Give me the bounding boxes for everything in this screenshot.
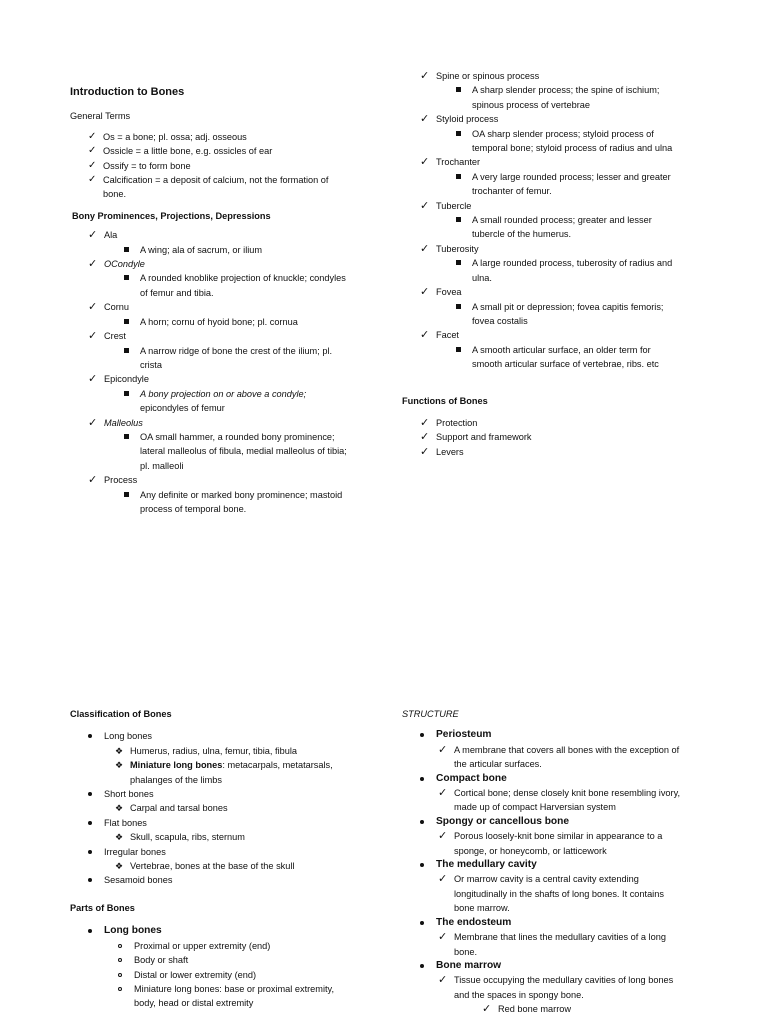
square-bullet-icon [456, 87, 461, 92]
check-icon: ✓ [88, 416, 98, 429]
list-item: ✓ Protection [420, 416, 478, 429]
check-icon: ✓ [438, 931, 448, 944]
structure-item: Periosteum ✓ A membrane that covers all bones with the exception of the articular surfaces. [420, 728, 722, 771]
check-icon: ✓ [420, 199, 430, 212]
prominences-heading: Bony Prominences, Projections, Depressions [72, 210, 271, 221]
list-item: Sesamoid bones [88, 873, 380, 887]
left-top-column [70, 85, 370, 516]
prominence-item: ✓ Malleolus OA small hammer, a rounded bony prominence; lateral malleolus of fibula, medial malleolus of tibia; pl. malleoli [88, 416, 347, 471]
prominence-item: ✓ Fovea A small pit or depression; fovea capitis femoris; fovea costalis [420, 286, 664, 326]
square-bullet-icon [124, 434, 129, 439]
square-bullet-icon [124, 247, 129, 252]
check-icon: ✓ [88, 130, 97, 142]
square-bullet-icon [456, 260, 461, 265]
list-item: Flat bones [88, 816, 380, 830]
check-icon: ✓ [438, 830, 448, 843]
right-top-column [402, 69, 720, 459]
list-item: Proximal or upper extremity (end) [88, 939, 380, 953]
prominence-item: ✓ Trochanter A very large rounded process; lesser and greater trochanter of femur. [420, 156, 671, 197]
list-item: ❖ Miniature long bones: metacarpals, metatarsals, [88, 758, 380, 772]
structure-item: Compact bone ✓ Cortical bone; dense closely knit bone resembling ivory, made up of compact Harversian system [420, 772, 722, 815]
check-icon: ✓ [420, 286, 430, 299]
circle-bullet-icon [118, 944, 122, 948]
bullet-icon [88, 821, 92, 825]
bullet-icon [88, 734, 92, 738]
check-icon: ✓ [88, 174, 97, 186]
prominence-item: ✓ Tubercle A small rounded process; greater and lesser tubercle of the humerus. [420, 199, 652, 240]
check-icon: ✓ [420, 113, 430, 126]
prominence-item: ✓ Epicondyle A bony projection on or above a condyle; epicondyles of femur [88, 373, 307, 414]
check-icon: ✓ [438, 787, 448, 800]
check-icon: ✓ [88, 159, 97, 171]
structure-heading: STRUCTURE [402, 709, 459, 719]
list-item: Short bones [88, 787, 380, 801]
structure-item: Bone marrow ✓ Tissue occupying the medullary cavities of long bones and the spaces in spongy bone. ✓ Red bone marrow [420, 959, 722, 1017]
diamond-bullet-icon: ❖ [115, 803, 124, 814]
parts-heading: Parts of Bones [70, 902, 135, 913]
prominence-item: ✓ Crest A narrow ridge of bone the crest of the ilium; pl. crista [88, 330, 333, 370]
list-item: Miniature long bones: base or proximal extremity, [88, 982, 380, 996]
check-icon: ✓ [420, 329, 430, 342]
check-icon: ✓ [420, 431, 430, 444]
circle-bullet-icon [118, 987, 122, 991]
bullet-icon [420, 777, 424, 781]
prominence-item: ✓ OCondyle A rounded knoblike projection of knuckle; condyles of femur and tibia. [88, 258, 346, 298]
list-item: Irregular bones [88, 845, 380, 859]
square-bullet-icon [456, 217, 461, 222]
diamond-bullet-icon: ❖ [115, 861, 124, 872]
bullet-icon [420, 733, 424, 737]
classification-heading: Classification of Bones [70, 709, 172, 719]
functions-heading: Functions of Bones [402, 395, 488, 406]
list-item: ✓ Os = a bone; pl. ossa; adj. osseous [88, 130, 370, 144]
structure-item: Spongy or cancellous bone ✓ Porous loosely-knit bone similar in appearance to a sponge, or honeycomb, or latticework [420, 815, 722, 858]
list-item: ❖ Vertebrae, bones at the base of the skull [88, 859, 380, 873]
check-icon: ✓ [482, 1003, 492, 1016]
bullet-icon [88, 850, 92, 854]
bullet-icon [420, 921, 424, 925]
square-bullet-icon [124, 391, 129, 396]
list-item-continuation: body, head or distal extremity [134, 998, 254, 1009]
square-bullet-icon [456, 174, 461, 179]
check-icon: ✓ [88, 373, 98, 386]
check-icon: ✓ [420, 416, 430, 429]
list-item: ❖ Carpal and tarsal bones [88, 801, 380, 815]
check-icon: ✓ [438, 743, 448, 756]
list-item: ❖ Skull, scapula, ribs, sternum [88, 830, 380, 844]
check-icon: ✓ [88, 229, 98, 242]
prominence-item: ✓ Facet A smooth articular surface, an older term for smooth articular surface of vertebrae, ribs. etc [420, 329, 659, 370]
check-icon: ✓ [88, 145, 97, 157]
list-item: Long bones [88, 729, 380, 743]
check-icon: ✓ [88, 258, 98, 271]
bullet-icon [88, 878, 92, 882]
list-item-continuation: phalanges of the limbs [130, 774, 222, 785]
check-icon: ✓ [88, 474, 98, 487]
list-item: ✓ Calcification = a deposit of calcium, not the formation of [88, 173, 370, 187]
prominence-item: ✓ Styloid process OA sharp slender process; styloid process of temporal bone; styloid process of radius and ulna [420, 113, 673, 154]
list-item: ✓ Support and framework [420, 431, 532, 444]
check-icon: ✓ [88, 301, 98, 314]
parts-list [88, 924, 380, 1010]
bullet-icon [420, 863, 424, 867]
check-icon: ✓ [420, 242, 430, 255]
prominence-item: ✓ Ala A wing; ala of sacrum, or ilium [88, 229, 263, 255]
general-terms-heading: General Terms [70, 111, 131, 122]
prominence-item: ✓ Tuberosity A large rounded process, tuberosity of radius and ulna. [420, 242, 673, 283]
check-icon: ✓ [420, 156, 430, 169]
bullet-icon [88, 929, 92, 933]
square-bullet-icon [124, 348, 129, 353]
list-item: ✓ Ossify = to form bone [88, 159, 370, 173]
page-title: Introduction to Bones [70, 86, 185, 98]
prominence-item: ✓ Spine or spinous process A sharp slender process; the spine of ischium; spinous process of vertebrae [420, 70, 660, 110]
prominence-item: ✓ Cornu A horn; cornu of hyoid bone; pl. cornua [88, 301, 298, 327]
check-icon: ✓ [438, 873, 448, 886]
bullet-icon [420, 964, 424, 968]
circle-bullet-icon [118, 958, 122, 962]
check-icon: ✓ [420, 70, 430, 82]
list-item: ✓ Levers [420, 445, 464, 458]
right-bottom-column [402, 707, 722, 1017]
bullet-icon [420, 820, 424, 824]
square-bullet-icon [124, 275, 129, 280]
check-icon: ✓ [88, 330, 98, 343]
square-bullet-icon [456, 131, 461, 136]
list-item: ❖ Humerus, radius, ulna, femur, tibia, fibula [88, 744, 380, 758]
list-item: Distal or lower extremity (end) [88, 968, 380, 982]
left-bottom-column [70, 707, 380, 1011]
prominences-list [88, 228, 370, 516]
check-icon: ✓ [438, 974, 448, 987]
list-item: Long bones [88, 924, 380, 938]
square-bullet-icon [124, 319, 129, 324]
square-bullet-icon [456, 347, 461, 352]
prominence-item: ✓ Process Any definite or marked bony prominence; mastoid process of temporal bone. [88, 474, 343, 514]
functions-list [420, 416, 720, 459]
classification-list [88, 729, 380, 887]
structure-list [420, 728, 722, 1016]
structure-item: The endosteum ✓ Membrane that lines the medullary cavities of a long bone. [420, 916, 722, 959]
list-item: Body or shaft [88, 953, 380, 967]
diamond-bullet-icon: ❖ [115, 760, 124, 771]
circle-bullet-icon [118, 973, 122, 977]
diamond-bullet-icon: ❖ [115, 832, 124, 843]
structure-item: The medullary cavity ✓ Or marrow cavity is a central cavity extending longitudinally in the shafts of long bones. It contains bone marrow. [420, 858, 722, 916]
check-icon: ✓ [420, 445, 430, 458]
square-bullet-icon [456, 304, 461, 309]
square-bullet-icon [124, 492, 129, 497]
prominences-list-continued [420, 69, 720, 372]
general-terms-list [88, 130, 370, 202]
diamond-bullet-icon: ❖ [115, 745, 124, 756]
list-item: ✓ Ossicle = a little bone, e.g. ossicles of ear [88, 144, 370, 158]
list-item-continuation: bone. [103, 189, 126, 200]
bullet-icon [88, 792, 92, 796]
